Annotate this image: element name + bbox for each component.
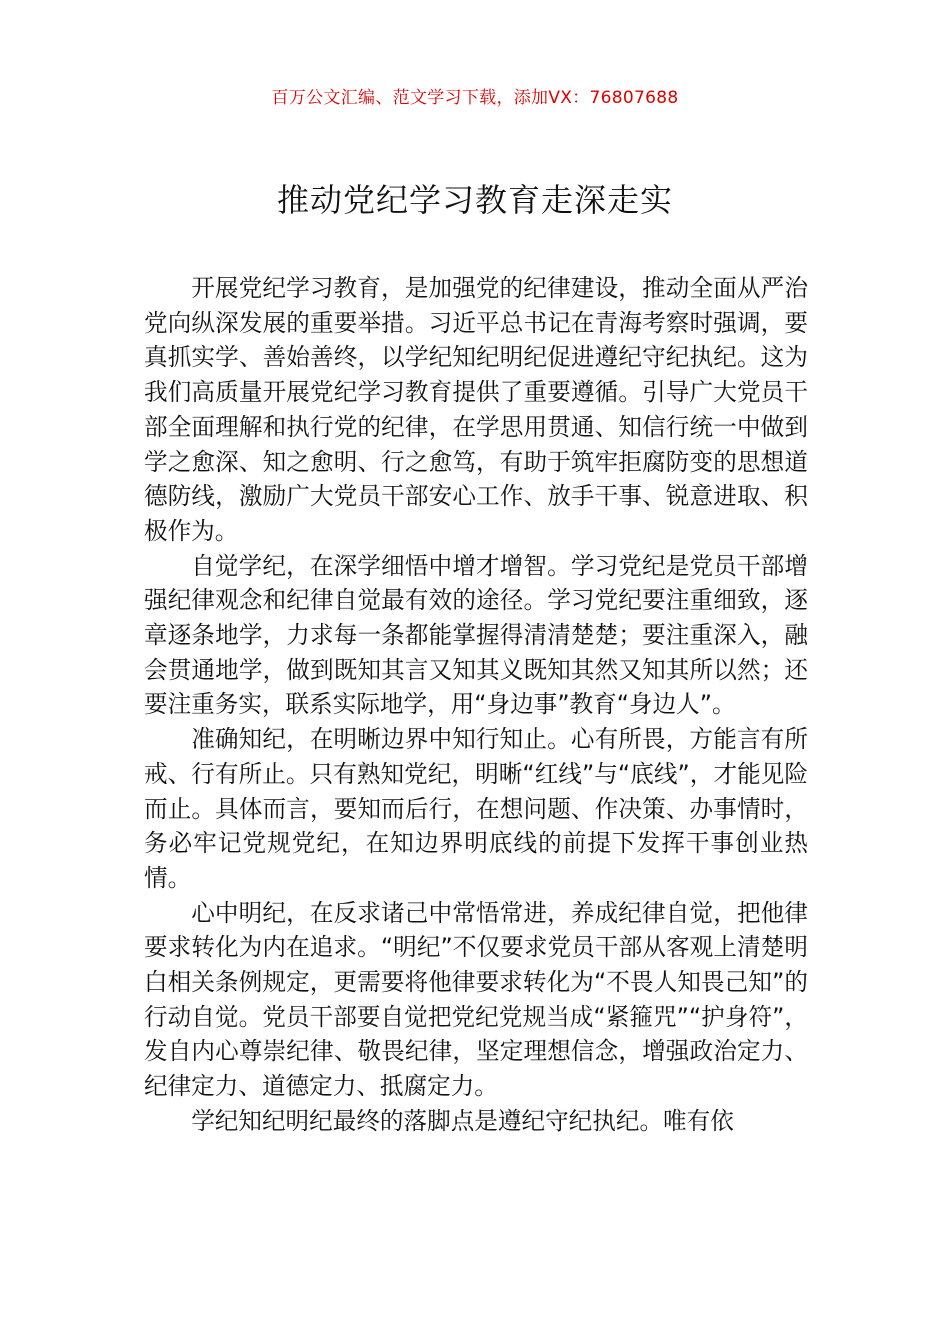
paragraph-2: 自觉学纪，在深学细悟中增才增智。学习党纪是党员干部增强纪律观念和纪律自觉最有效的途径。学习党纪要注重细致，逐章逐条地学，力求每一条都能掌握得清清楚楚；要注重深入，融会贯通地学，做到既知其言又知其义既知其然又知其所以然；还要注重务实，联系实际地学，用“身边事”教育“身边人”。 <box>144 551 808 719</box>
header-note: 百万公文汇编、范文学习下载，添加VX：76807688 <box>271 88 679 108</box>
document-body <box>144 271 808 1139</box>
paragraph-1: 开展党纪学习教育，是加强党的纪律建设，推动全面从严治党向纵深发展的重要举措。习近平总书记在青海考察时强调，要真抓实学、善始善终，以学纪知纪明纪促进遵纪守纪执纪。这为我们高质量开展党纪学习教育提供了重要遵循。引导广大党员干部全面理解和执行党的纪律，在学思用贯通、知信行统一中做到学之愈深、知之愈明、行之愈笃，有助于筑牢拒腐防变的思想道德防线，激励广大党员干部安心工作、放手干事、锐意进取、积极作为。 <box>144 274 808 545</box>
paragraph-3: 准确知纪，在明晰边界中知行知止。心有所畏，方能言有所戒、行有所止。只有熟知党纪，明晰“红线”与“底线”，才能见险而止。具体而言，要知而后行，在想问题、作决策、办事情时，务必牢记党规党纪，在知边界明底线的前提下发挥干事创业热情。 <box>144 725 808 892</box>
paragraph-4: 心中明纪，在反求诸己中常悟常进，养成纪律自觉，把他律要求转化为内在追求。“明纪”不仅要求党员干部从客观上清楚明白相关条例规定，更需要将他律要求转化为“不畏人知畏己知”的行动自觉。党员干部要自觉把党纪党规当成“紧箍咒”“护身符”，发自内心尊崇纪律、敬畏纪律，坚定理想信念，增强政治定力、纪律定力、道德定力、抵腐定力。 <box>144 898 808 1101</box>
paragraph-5: 学纪知纪明纪最终的落脚点是遵纪守纪执纪。唯有依 <box>191 1106 734 1135</box>
document-title: 推动党纪学习教育走深走实 <box>276 181 673 219</box>
